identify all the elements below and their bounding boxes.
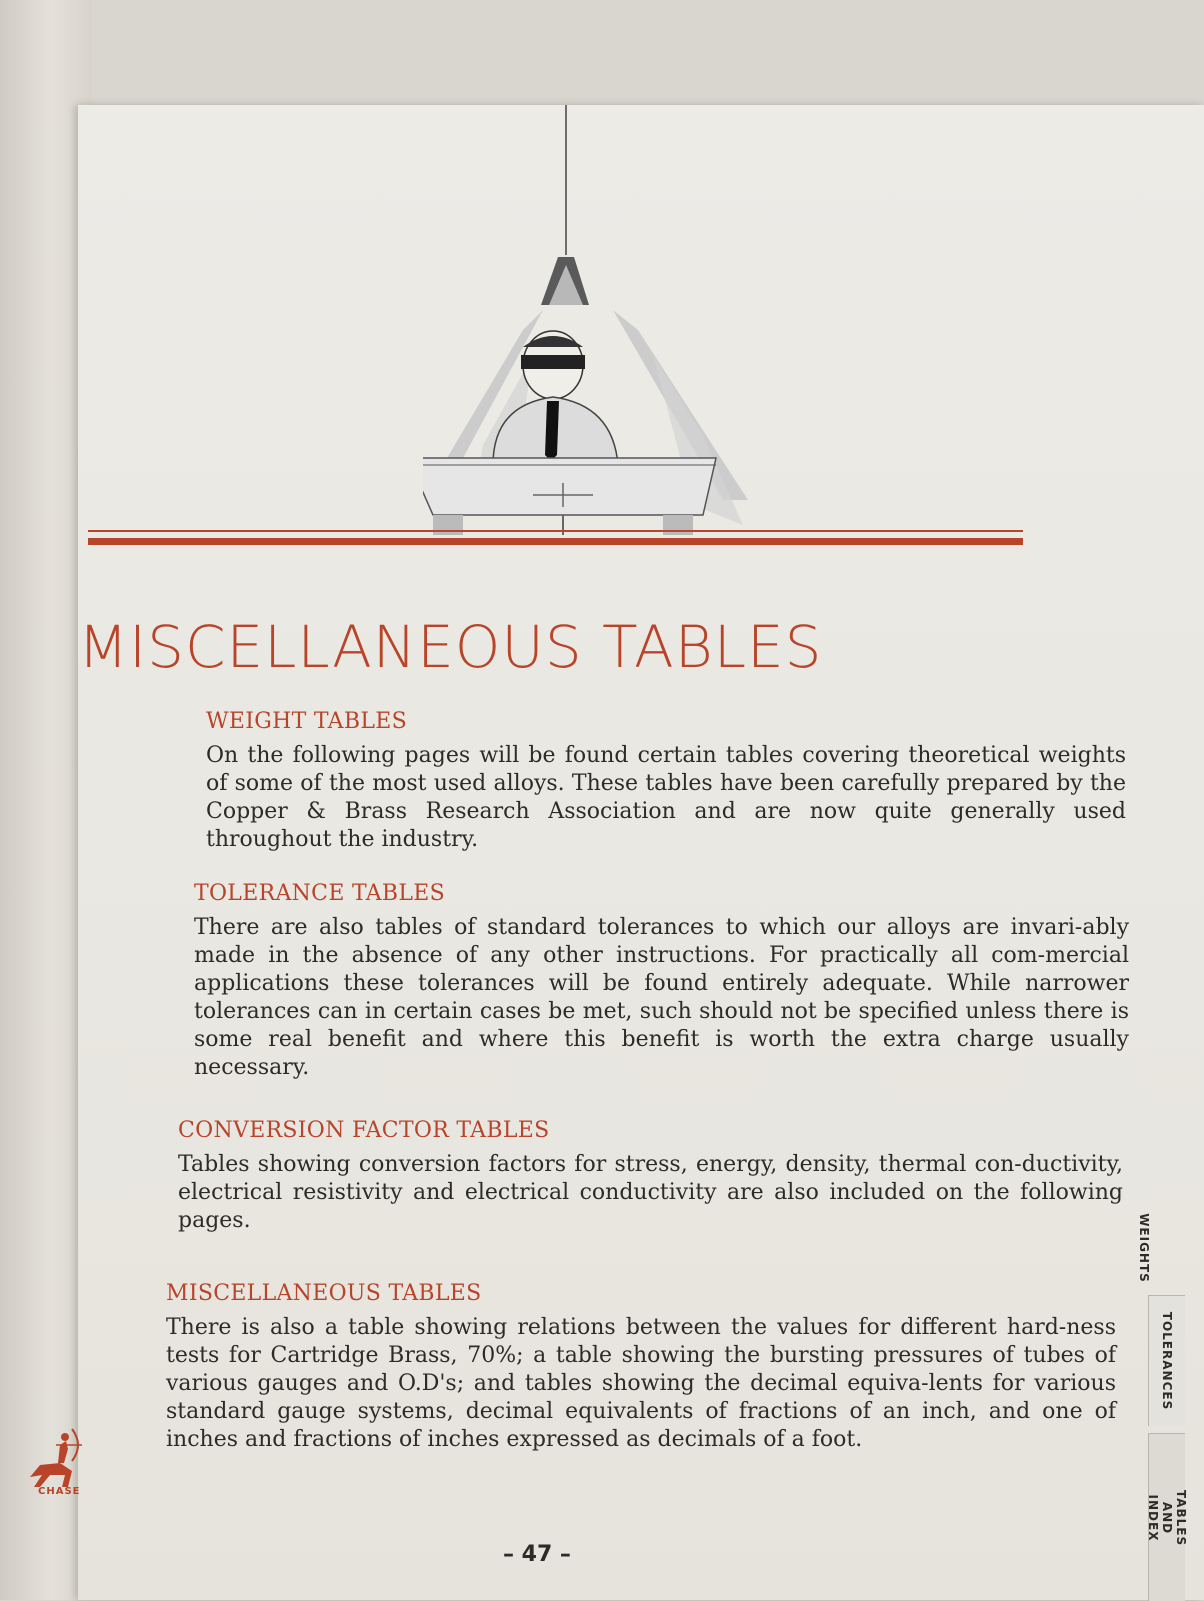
tab-label: WEIGHTS — [1137, 1212, 1151, 1283]
tab-tolerances[interactable] — [1148, 1295, 1185, 1426]
section-heading: CONVERSION FACTOR TABLES — [178, 1118, 550, 1143]
section-heading: MISCELLANEOUS TABLES — [166, 1281, 482, 1306]
page-title: MISCELLANEOUS TABLES — [78, 613, 823, 681]
section-miscellaneous-tables — [166, 1281, 1116, 1454]
section-heading: TOLERANCE TABLES — [194, 881, 446, 906]
decorative-rule — [88, 538, 1023, 545]
thumb-index-tabs — [1118, 1205, 1204, 1600]
tab-tables-and-index[interactable] — [1146, 1433, 1188, 1601]
tab-label: TOLERANCES — [1160, 1311, 1175, 1411]
draftsman-illustration — [423, 105, 843, 545]
section-conversion-factor-tables — [178, 1118, 1123, 1235]
section-body: On the following pages will be found certain tables covering theoretical weights of some of the most used alloys. These tables have been carefully prepared by the Copper & Brass Research Association and are now quite generally used throughout the industry. — [206, 743, 1126, 852]
tab-weights[interactable] — [1126, 1205, 1162, 1290]
section-body: There is also a table showing relations between the values for different hard-ness tests for Cartridge Brass, 70%; a table showing the bursting pressures of tubes of various gauges and O.D's; and tables showing the decimal equiva-lents for various standard gauge systems, decimal equivalents of fractions of an inch, and one of inches and fractions of inches expressed as decimals of a foot. — [166, 1315, 1116, 1452]
book-page — [38, 105, 1204, 1600]
section-body: Tables showing conversion factors for stress, energy, density, thermal con-ductivity, electrical resistivity and electrical conductivity are also included on the following pages. — [178, 1152, 1123, 1233]
tab-label: TABLES AND INDEX — [1146, 1489, 1188, 1546]
section-heading: WEIGHT TABLES — [206, 709, 407, 734]
logo-text: CHASE — [38, 1486, 81, 1497]
decorative-rule-thin — [88, 530, 1023, 532]
section-weight-tables — [206, 709, 1126, 854]
section-tolerance-tables — [194, 881, 1129, 1082]
page-number: – 47 – — [503, 1542, 571, 1567]
section-body: There are also tables of standard tolerances to which our alloys are invari-ably made in the absence of any other instructions. For practically all com-mercial applications these tolerances will be found entirely adequate. While narrower tolerances can in certain cases be met, such should not be specified unless there is some real benefit and where this benefit is worth the extra charge usually necessary. — [194, 915, 1129, 1080]
